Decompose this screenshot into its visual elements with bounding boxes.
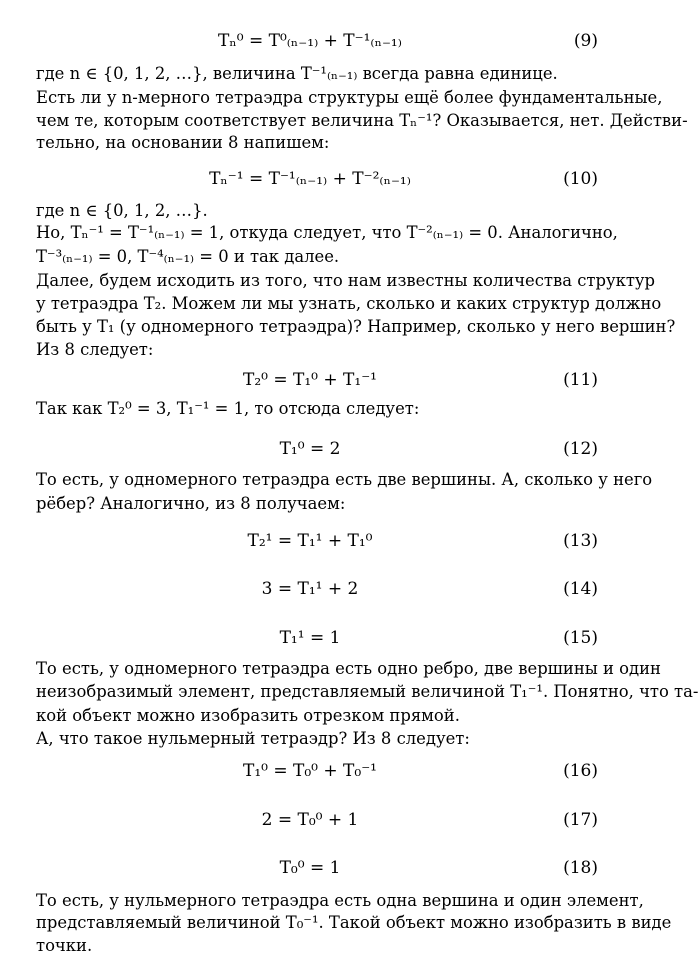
equation-number: (14) — [563, 579, 598, 599]
text-line: Есть ли у n-мерного тетраэдра структуры ещё более фундаментальные, — [36, 88, 663, 107]
text-line: То есть, у нульмерного тетраэдра есть одна вершина и один элемент, — [36, 891, 644, 910]
text-line: Далее, будем исходить из того, что нам известны количества структур — [36, 271, 656, 290]
equation-number: (18) — [563, 858, 598, 878]
equation-formula: Tₙ⁻¹ = T⁻¹₍ₙ₋₁₎ + T⁻²₍ₙ₋₁₎ — [209, 169, 411, 189]
equation-formula: T₁⁰ = T₀⁰ + T₀⁻¹ — [243, 761, 377, 781]
text-line: То есть, у одномерного тетраэдра есть одно ребро, две вершины и один — [36, 659, 661, 678]
text-line: у тетраэдра T₂. Можем ли мы узнать, сколько и каких структур должно — [36, 294, 662, 313]
equation-number: (10) — [563, 169, 598, 189]
equation-number: (15) — [563, 628, 598, 648]
text-line: Из 8 следует: — [36, 340, 154, 359]
equation-formula: T₁¹ = 1 — [279, 628, 341, 648]
text-line: T⁻³₍ₙ₋₁₎ = 0, T⁻⁴₍ₙ₋₁₎ = 0 и так далее. — [36, 247, 340, 266]
equation-number: (16) — [563, 761, 598, 781]
text-line: То есть, у одномерного тетраэдра есть две вершины. А, сколько у него — [36, 470, 653, 489]
text-line: чем те, которым соответствует величина Tₙ⁻¹? Оказывается, нет. Действи- — [36, 111, 688, 130]
text-line: А, что такое нульмерный тетраэдр? Из 8 следует: — [36, 729, 470, 748]
text-line: быть у T₁ (у одномерного тетраэдра)? Например, сколько у него вершин? — [36, 317, 676, 336]
equation-formula: Tₙ⁰ = T⁰₍ₙ₋₁₎ + T⁻¹₍ₙ₋₁₎ — [218, 31, 402, 51]
equation-formula: 3 = T₁¹ + 2 — [261, 579, 359, 599]
equation-formula: T₂¹ = T₁¹ + T₁⁰ — [247, 531, 373, 551]
equation-formula: T₀⁰ = 1 — [279, 858, 341, 878]
text-line: неизобразимый элемент, представляемый величиной T₁⁻¹. Понятно, что та- — [36, 682, 698, 701]
equation-number: (11) — [563, 370, 598, 390]
equation-number: (9) — [573, 31, 598, 51]
equation-formula: T₂⁰ = T₁⁰ + T₁⁻¹ — [243, 370, 377, 390]
text-line: кой объект можно изобразить отрезком прямой. — [36, 706, 460, 725]
text-line: представляемый величиной T₀⁻¹. Такой объект можно изобразить в виде — [36, 913, 672, 932]
text-line: точки. — [36, 936, 93, 955]
equation-formula: T₁⁰ = 2 — [279, 439, 341, 459]
text-line: Но, Tₙ⁻¹ = T⁻¹₍ₙ₋₁₎ = 1, откуда следует, что T⁻²₍ₙ₋₁₎ = 0. Аналогично, — [36, 223, 618, 242]
equation-number: (13) — [563, 531, 598, 551]
text-line: тельно, на основании 8 напишем: — [36, 133, 330, 152]
text-line: где n ∈ {0, 1, 2, …}. — [36, 201, 208, 220]
text-line: где n ∈ {0, 1, 2, …}, величина T⁻¹₍ₙ₋₁₎ всегда равна единице. — [36, 64, 558, 83]
equation-number: (12) — [563, 439, 598, 459]
equation-number: (17) — [563, 810, 598, 830]
equation-formula: 2 = T₀⁰ + 1 — [261, 810, 359, 830]
text-line: Так как T₂⁰ = 3, T₁⁻¹ = 1, то отсюда следует: — [36, 399, 420, 418]
text-line: рёбер? Аналогично, из 8 получаем: — [36, 494, 346, 513]
